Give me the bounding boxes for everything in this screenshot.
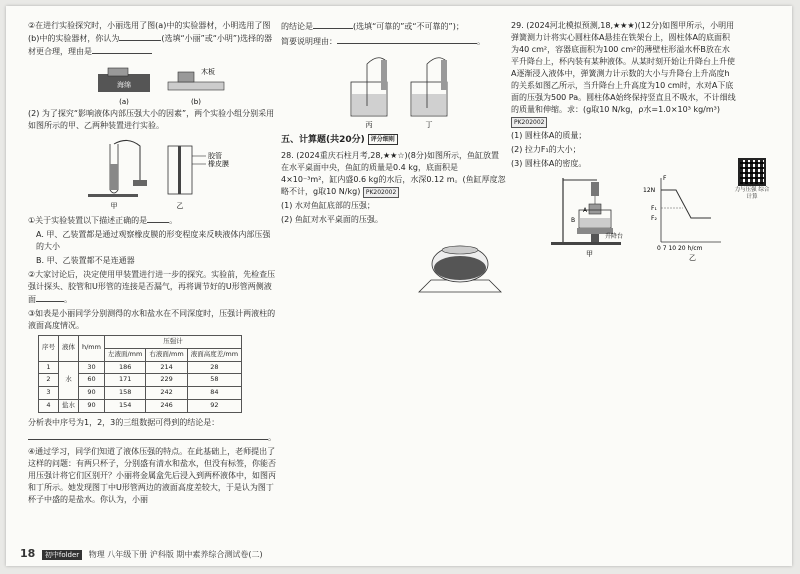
scoring-badge[interactable]: 评分细则 (368, 134, 398, 145)
cell: 90 (79, 399, 105, 412)
column-middle: 的结论是 (选填“可靠的”或“不可靠的”)； 简要说明理由： 。 丙 丁 五、计算题(共20分) 评分细则 28. (2024重庆石柱月考,28,★★☆)(8分)如图所示，鱼缸放置在水平桌面中央，鱼缸的质量是0.4 kg，底面积是4×10⁻³m²，缸内盛0.6 kg的水后，水深0.12 m。(鱼缸厚度忽略不计，g取10 N/kg) PK202002 (1) 水对鱼缸底部的压强； (2) 鱼缸对水平桌面的压强。 (281, 20, 506, 298)
cell: 水 (59, 361, 79, 399)
graph-axis-f: F (663, 175, 667, 182)
graph-axis-h: 0 7 10 20 h/cm (657, 245, 703, 252)
sub-question-1: ①关于实验装置以下描述正确的是 (28, 216, 148, 225)
answer-blank[interactable] (92, 45, 152, 54)
cell: 186 (104, 361, 145, 374)
cell: 2 (39, 374, 59, 387)
part2-intro: (2) 为了探究“影响液体内部压强大小的因素”，两个实验小组分别采用如图所示的甲、乙两种装置进行实验。 (28, 109, 275, 130)
answer-blank[interactable] (337, 35, 477, 44)
text-reason: 简要说明理由： (281, 37, 337, 46)
graph-label-f1: F₁ (651, 205, 657, 212)
answer-blank[interactable] (36, 293, 64, 302)
label-rubber-film: 橡皮膜 (208, 160, 229, 168)
fig-label-sponge: 海绵 (117, 81, 131, 89)
fig-caption-yi: 乙 (176, 202, 184, 210)
answer-blank[interactable] (147, 214, 169, 223)
column-left: ②在进行实验探究时，小丽选用了图(a)中的实验器材，小明选用了图(b)中的实验器材，你认为 (选填“小丽”或“小明”)选择的器材更合理，理由是 海绵 木板 (a) (b) (2) 为了探究“影响液体内部压强大小的因素”，两个实验小组分别采用如图所示的甲、乙两种装置进行实验。 胶管 橡皮膜 甲 乙 ①关于实验装置以下描述正确的是 。 A. 甲、乙装置都是通过观察橡皮膜的形变程度来反映液体内部压强的大小 B. 甲、乙装置都不是连通器 ②大家讨论后，决定使用甲装置进行进一步的探究。实验前，先检查压强计探头、胶管和U形管的连接是否漏气，再将调节好的U形管两侧液面 。 ③如表是小丽同学分别测得的水和盐水在不同深度时，压强计两液柱的液面高度情况。 序号 液体 h/mm 压强计 左液面/mm 右液面/mm 液面高度差/mm 1 水 30 186 214 28 2 60 171 229 58 3 90 158 242 84 4 盐水 90 154 246 92 分析表中序号为1，2，3的三组数据可得到的结论是： 。 ④通过学习，同学们知道了液体压强的特点。在此基础上，老师提出了这样的问题：有两只杯子，分别盛有清水和盐水，但没有标签，你能否用压强计将它们区别开？小丽将金属盒先后浸入到两杯液体中，如图丙和丁所示。她发现图丁中U形管两边的液面高度差较大，于是认为图丁杯子中盛的是盐水。你认为，小丽 (28, 21, 276, 504)
figure-beakers (281, 50, 506, 130)
q28-part1: (1) 水对鱼缸底部的压强； (281, 200, 375, 210)
th-gauge: 压强计 (104, 336, 241, 349)
answer-blank[interactable] (28, 431, 268, 440)
cell: 84 (187, 387, 241, 400)
th-no: 序号 (39, 336, 59, 362)
th-depth: h/mm (79, 336, 105, 362)
option-b: B. 甲、乙装置都不是连通器 (36, 256, 135, 265)
th-left: 左液面/mm (104, 348, 145, 361)
cell: 60 (79, 374, 105, 387)
fig-caption-jia: 甲 (110, 202, 118, 210)
q2-text: ②在进行实验探究时，小丽选用了图(a)中的实验器材，小明选用了图(b)中的实验器材，你认为 (28, 21, 271, 43)
option-a: A. 甲、乙装置都是通过观察橡皮膜的形变程度来反映液体内部压强的大小 (36, 230, 271, 251)
cell: 4 (39, 399, 59, 412)
figure-pressure-gauge (28, 134, 278, 214)
cell: 242 (146, 387, 187, 400)
qr-code[interactable] (734, 158, 770, 200)
graph-label-12n: 12N (643, 187, 656, 194)
question-code[interactable]: PK202002 (363, 187, 399, 198)
cell: 154 (104, 399, 145, 412)
question-28: 28. (2024重庆石柱月考,28,★★☆)(8分)如图所示，鱼缸放置在水平桌面中央，鱼缸的质量是0.4 kg，底面积是4×10⁻³m²，缸内盛0.6 kg的水后，水深0.12 m。(鱼缸厚度忽略不计，g取10 N/kg) (281, 150, 506, 196)
sub-question-2: ②大家讨论后，决定使用甲装置进行进一步的探究。实验前，先检查压强计探头、胶管和U形管的连接是否漏气，再将调节好的U形管两侧液面 (28, 270, 276, 304)
cell: 229 (146, 374, 187, 387)
question-code[interactable]: PK202002 (511, 117, 547, 128)
text-choice-hint: (选填“可靠的”或“不可靠的”)； (353, 22, 464, 31)
page-footer (20, 546, 263, 563)
label-rubber-tube: 胶管 (208, 152, 222, 160)
section-title: 五、计算题(共20分) (281, 135, 365, 145)
table-row (39, 361, 242, 374)
q28-part2: (2) 鱼缸对水平桌面的压强。 (281, 214, 383, 224)
cell: 171 (104, 374, 145, 387)
fig-caption-ding: 丁 (425, 121, 433, 129)
cell: 3 (39, 387, 59, 400)
th-right: 右液面/mm (146, 348, 187, 361)
q29-part3: (3) 圆柱体A的密度。 (511, 159, 587, 168)
fig-label-lift: 升降台 (605, 233, 624, 240)
cell: 28 (187, 361, 241, 374)
cell: 58 (187, 374, 241, 387)
data-table (38, 335, 242, 413)
cell: 92 (187, 399, 241, 412)
cell: 158 (104, 387, 145, 400)
q2-hint: (选填“小丽”或“小明”)选择的器材更合理，理由是 (28, 34, 273, 56)
column-right (511, 20, 776, 262)
cell: 30 (79, 361, 105, 374)
fig-caption-b: (b) (191, 98, 201, 106)
page-number: 18 (20, 546, 36, 560)
fig-label-b: B (571, 217, 576, 224)
cell: 214 (146, 361, 187, 374)
answer-blank[interactable] (313, 20, 353, 29)
fig-label-a: A (583, 207, 588, 214)
fig-caption-yi: 乙 (689, 254, 696, 262)
th-liquid: 液体 (59, 336, 79, 362)
figure-sponge-board (28, 60, 278, 108)
cell: 90 (79, 387, 105, 400)
qr-caption: 力与压强 综合计算 (734, 187, 770, 200)
conclusion-prompt: 分析表中序号为1，2，3的三组数据可得到的结论是： (28, 417, 220, 427)
fig-caption-jia: 甲 (586, 250, 593, 258)
cell: 1 (39, 361, 59, 374)
question-29: 29. (2024河北模拟预测,18,★★★)(12分)如图甲所示，小明用弹簧测力计将实心圆柱体A悬挂在铁架台上，圆柱体A的底面积为40 cm²，容器底面积为100 cm²的薄壁柱形溢水杯B放在水平升降台上，杯内装有某种液体。从某时刻开始让升降台上升使A逐渐浸入液体中，弹簧测力计示数的大小与升降台上升高度h的关系如图乙所示，当升降台上升高度为10 cm时，水对A下底面的压强为500 Pa。圆柱体A始终保持竖直且不吸水，不计细线的质量和伸缩。求：(g取10 N/kg，ρ水=1.0×10³ kg/m³) (511, 21, 736, 114)
sub-question-4: ④通过学习，同学们知道了液体压强的特点。在此基础上，老师提出了这样的问题：有两只杯子，分别盛有清水和盐水，但没有标签，你能否用压强计将它们区别开？小丽将金属盒先后浸入到两杯液体中，如图丙和丁所示。她发现图丁中U形管两边的液面高度差较大，于是认为图丁杯子中盛的是盐水。你认为，小丽 (28, 446, 276, 504)
sub-question-3: ③如表是小丽同学分别测得的水和盐水在不同深度时，压强计两液柱的液面高度情况。 (28, 309, 276, 330)
answer-blank[interactable] (119, 32, 161, 41)
cell: 盐水 (59, 399, 79, 412)
brand-logo: 初中folder (42, 550, 82, 561)
text-conclusion: 的结论是 (281, 22, 313, 31)
graph-label-f2: F₂ (651, 215, 657, 222)
fig-label-board: 木板 (201, 68, 215, 76)
cell: 246 (146, 399, 187, 412)
footer-text: 物理 八年级下册 沪科版 期中素养综合测试卷(二) (88, 549, 263, 559)
figure-fish-tank (281, 228, 506, 298)
table-row (39, 399, 242, 412)
fig-caption-a: (a) (119, 98, 129, 106)
th-diff: 液面高度差/mm (187, 348, 241, 361)
q29-part2: (2) 拉力F₁的大小； (511, 145, 581, 154)
exam-page (6, 6, 792, 566)
fig-caption-bing: 丙 (365, 121, 373, 129)
q29-part1: (1) 圆柱体A的质量； (511, 131, 587, 140)
qr-code-icon (738, 158, 766, 186)
